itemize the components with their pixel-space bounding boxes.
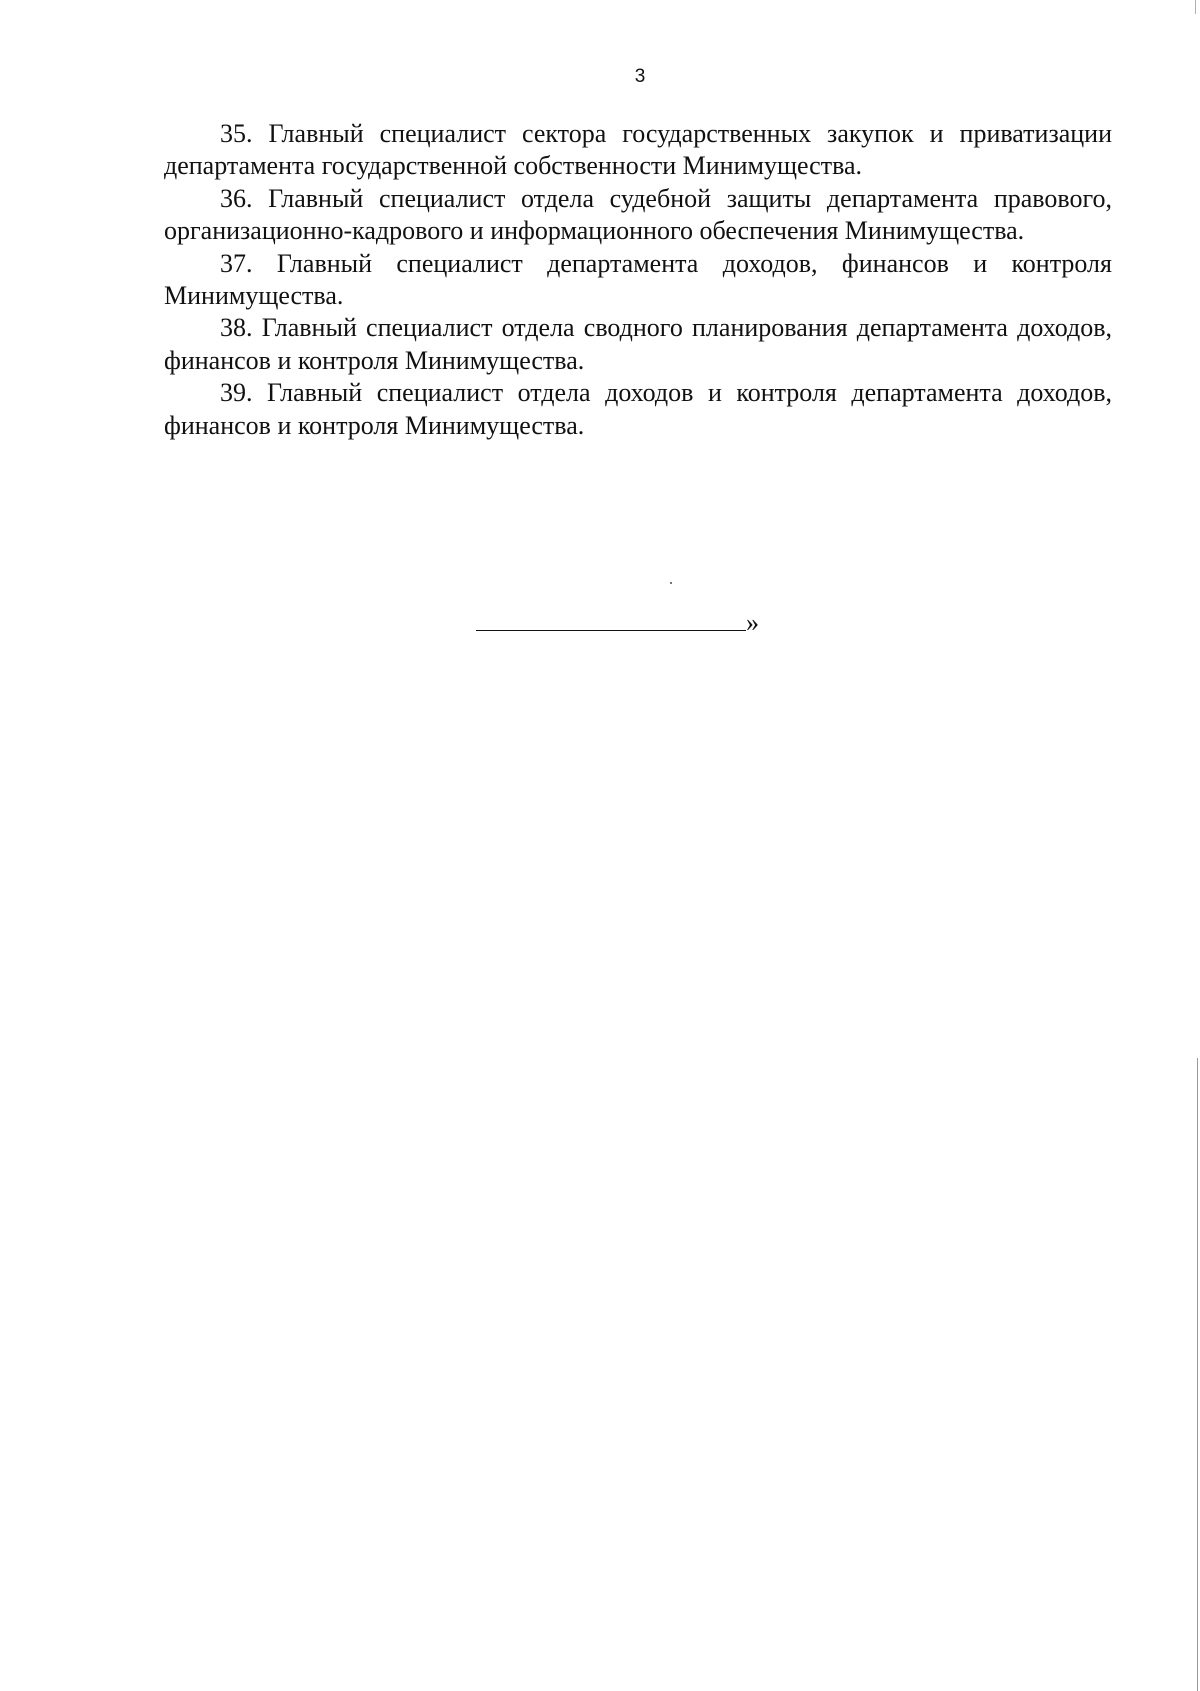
closing-underline xyxy=(476,606,746,631)
scan-edge-artifact xyxy=(1195,0,1196,14)
list-item: 39. Главный специалист отдела доходов и контроля департамента доходов, финансов и контроля Минимущества. xyxy=(164,378,1112,440)
scan-edge-artifact xyxy=(1197,1058,1198,1691)
scan-speck xyxy=(670,582,672,584)
list-item: 37. Главный специалист департамента доходов, финансов и контроля Минимущества. xyxy=(164,248,1112,311)
closing-line-block xyxy=(476,606,759,640)
list-item: 36. Главный специалист отдела судебной защиты департамента правового, организационно-кадрового и информационного обеспечения Минимущества. xyxy=(164,183,1112,246)
position-list xyxy=(164,118,1112,442)
list-item: 38. Главный специалист отдела сводного планирования департамента доходов, финансов и контроля Минимущества. xyxy=(164,313,1112,375)
list-item: 35. Главный специалист сектора государственных закупок и приватизации департамента государственной собственности Минимущества. xyxy=(164,119,1112,181)
page-number: 3 xyxy=(634,66,646,87)
closing-quote-mark: » xyxy=(746,608,759,637)
